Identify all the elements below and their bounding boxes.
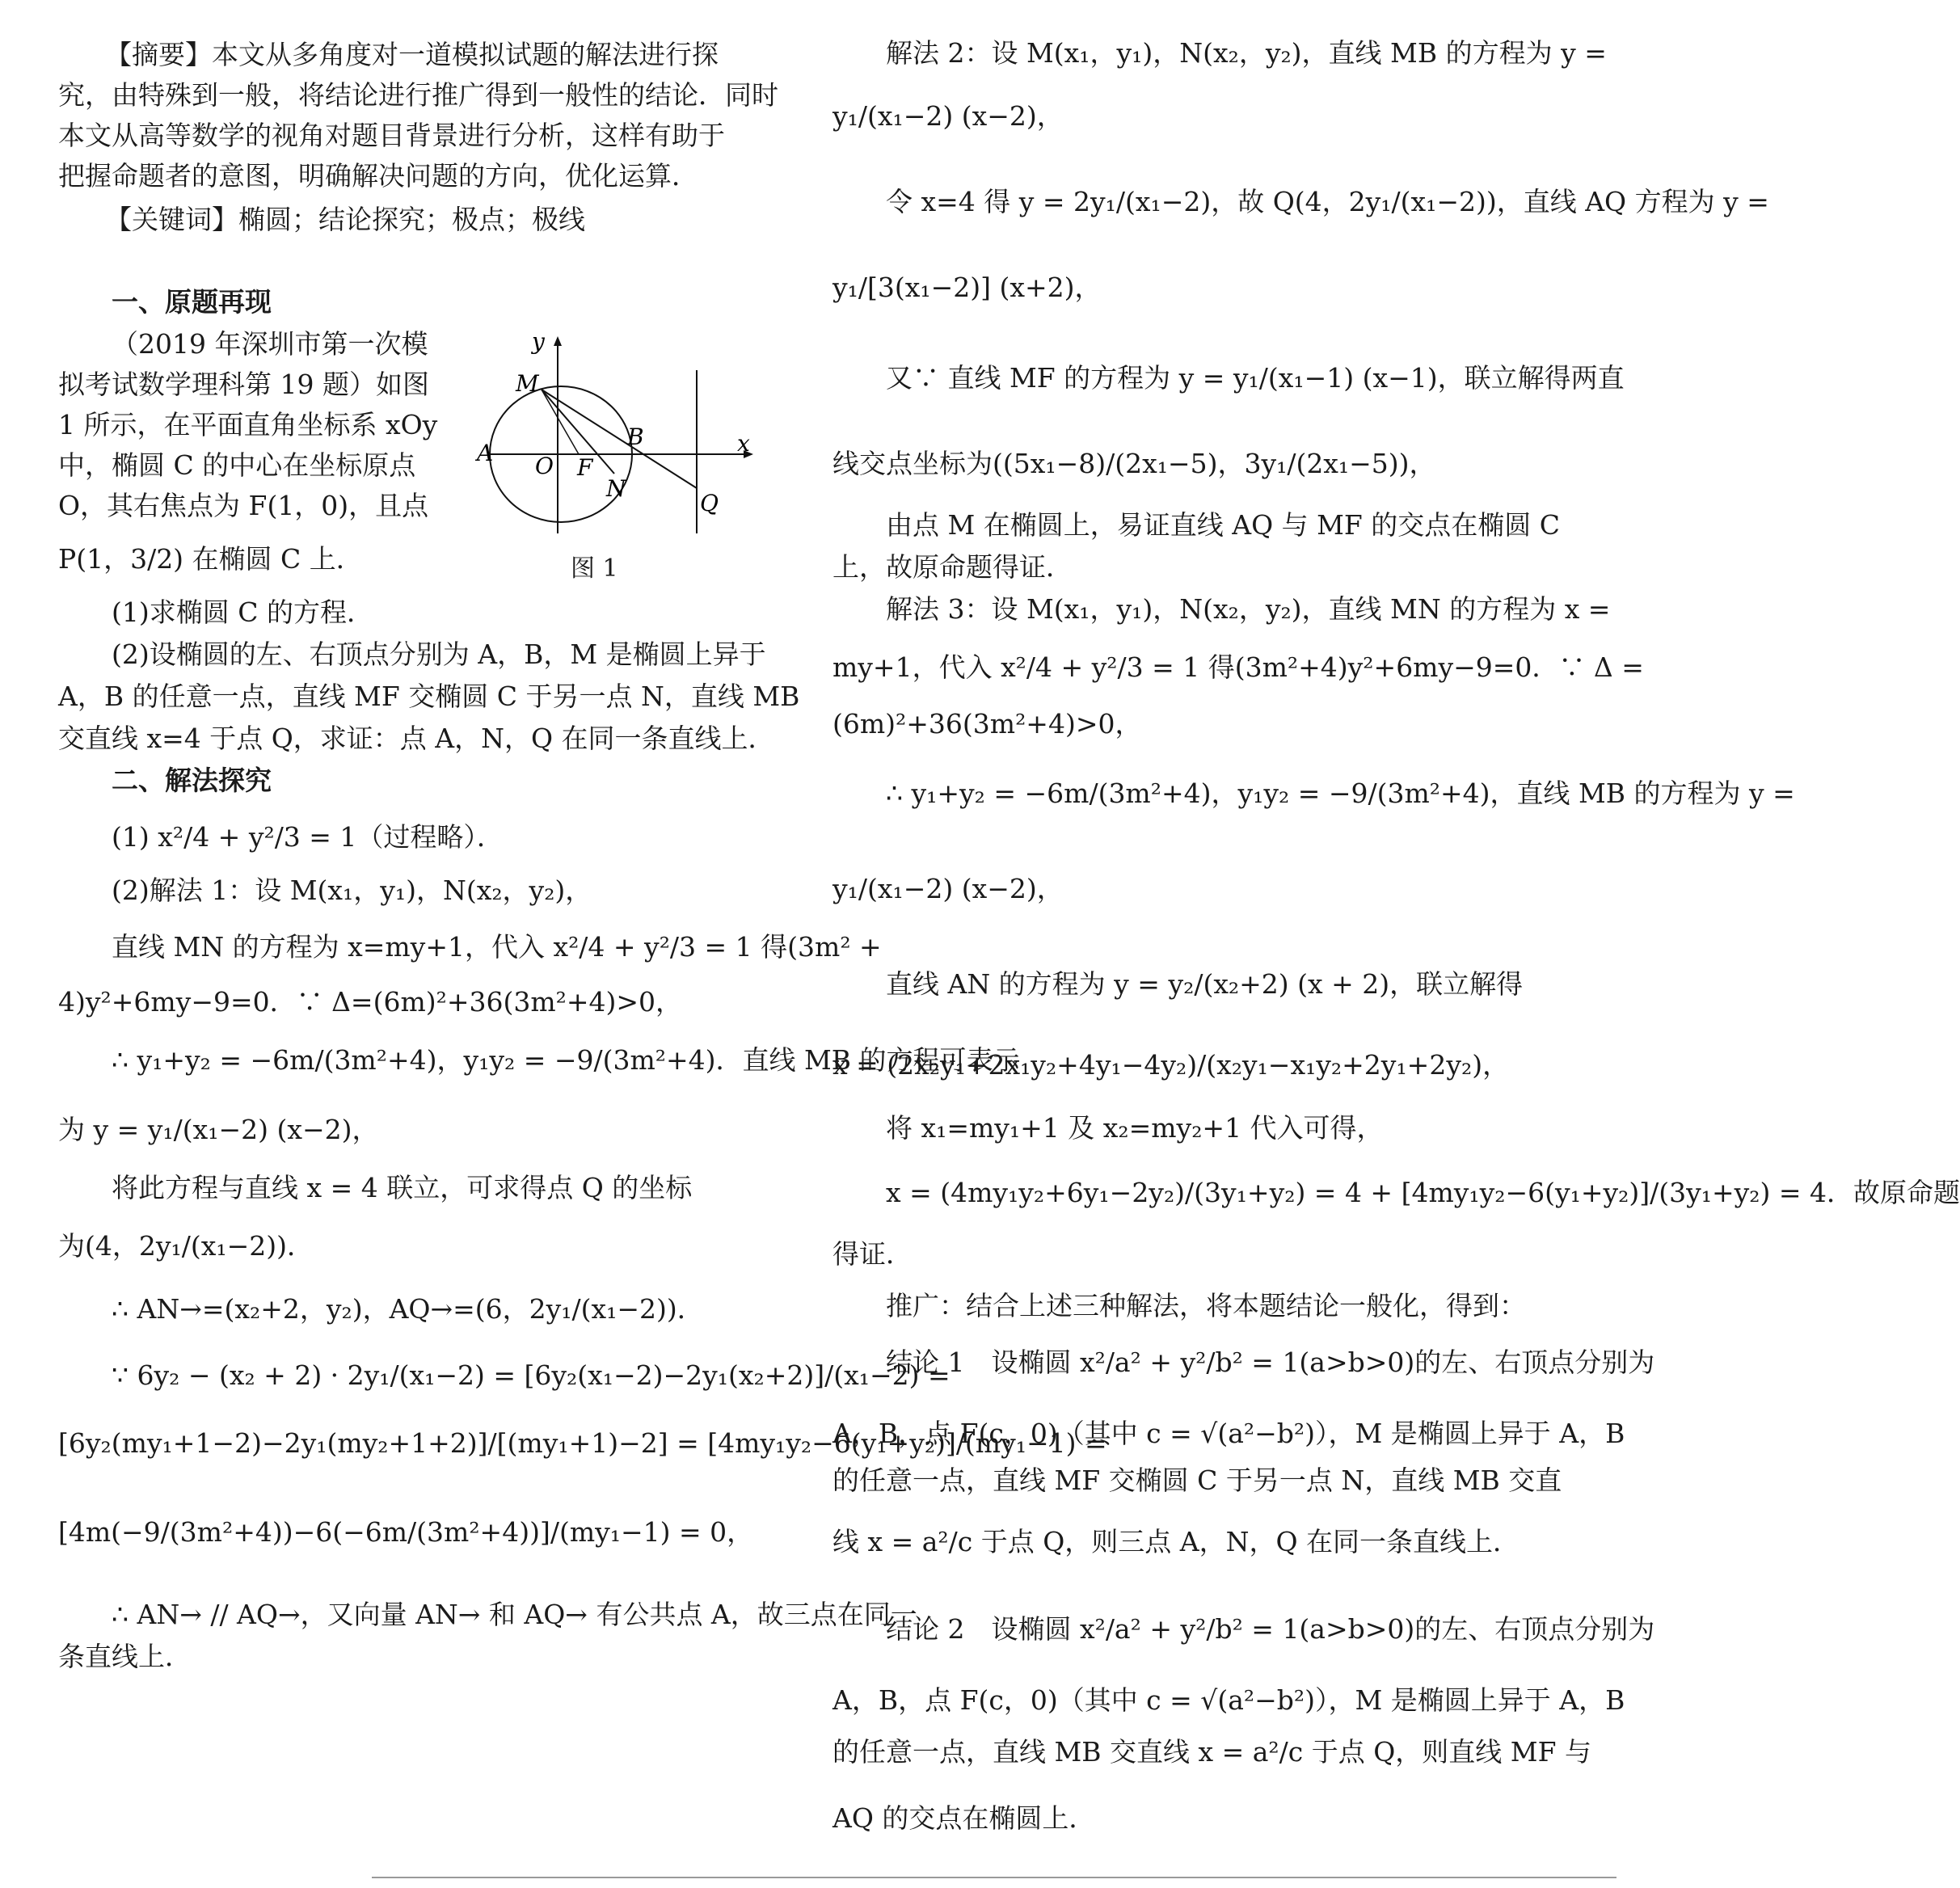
line-mq	[542, 390, 697, 488]
left-column-line: ∴ AN→ // AQ→，又向量 AN→ 和 AQ→ 有公共点 A，故三点在同一	[112, 1599, 917, 1630]
left-column-line: 为 y = y₁/(x₁−2) (x−2)，	[58, 1114, 379, 1145]
right-column-line: 直线 AN 的方程为 y = y₂/(x₂+2) (x + 2)，联立解得	[886, 968, 1524, 1000]
right-column-line: 的任意一点，直线 MF 交椭圆 C 于另一点 N，直线 MB 交直	[832, 1464, 1562, 1496]
left-column-line: O，其右焦点为 F(1，0)，且点	[58, 490, 429, 521]
left-column-line: 把握命题者的意图，明确解决问题的方向，优化运算．	[58, 160, 698, 192]
label-y: y	[532, 328, 545, 355]
right-column-line: 结论 1 设椭圆 x²/a² + y²/b² = 1(a>b>0)的左、右顶点分别为	[886, 1346, 1655, 1378]
right-column-line: 将 x₁=my₁+1 及 x₂=my₂+1 代入可得，	[886, 1112, 1384, 1144]
left-column-line: 本文从高等数学的视角对题目背景进行分析，这样有助于	[58, 120, 725, 151]
right-column-line: 线 x = a²/c 于点 Q，则三点 A，N，Q 在同一条直线上．	[832, 1526, 1520, 1557]
left-column-line: 4)y²+6my−9=0．∵ Δ=(6m)²+36(3m²+4)>0，	[58, 986, 683, 1018]
right-column-line: 解法 2：设 M(x₁，y₁)，N(x₂，y₂)，直线 MB 的方程为 y =	[886, 37, 1607, 69]
left-column-line: 1 所示，在平面直角坐标系 xOy	[58, 409, 438, 440]
left-column-line: P(1，3/2) 在椭圆 C 上．	[58, 543, 363, 575]
left-column-line: (2)设椭圆的左、右顶点分别为 A，B，M 是椭圆上异于	[112, 638, 766, 670]
label-o: O	[535, 453, 554, 479]
left-column-line: [4m(−9/(3m²+4))−6(−6m/(3m²+4))]/(my₁−1) = 0，	[58, 1516, 754, 1548]
right-column-line: 上，故原命题得证．	[832, 551, 1073, 583]
left-column-line: (1) x²/4 + y²/3 = 1（过程略）．	[112, 821, 504, 853]
y-axis-arrow	[554, 336, 562, 346]
label-n: N	[606, 475, 626, 502]
right-column-line: 由点 M 在椭圆上，易证直线 AQ 与 MF 的交点在椭圆 C	[886, 509, 1561, 541]
right-column-line: 结论 2 设椭圆 x²/a² + y²/b² = 1(a>b>0)的左、右顶点分别为	[886, 1613, 1655, 1645]
figure-caption: 图 1	[571, 554, 618, 583]
right-column-line: 推广：结合上述三种解法，将本题结论一般化，得到：	[886, 1290, 1526, 1321]
right-column-line: 又∵ 直线 MF 的方程为 y = y₁/(x₁−1) (x−1)，联立解得两直	[886, 362, 1625, 394]
right-column-line: y₁/(x₁−2) (x−2)，	[832, 100, 1064, 132]
left-column-line: 直线 MN 的方程为 x=my+1，代入 x²/4 + y²/3 = 1 得(3m² +	[112, 931, 882, 963]
left-column-line: (1)求椭圆 C 的方程．	[112, 596, 373, 628]
right-column-line: my+1，代入 x²/4 + y²/3 = 1 得(3m²+4)y²+6my−9=0．∵ Δ =	[832, 651, 1644, 683]
right-column-line: y₁/(x₁−2) (x−2)，	[832, 873, 1064, 904]
left-column-line: (2)解法 1：设 M(x₁，y₁)，N(x₂，y₂)，	[112, 874, 592, 906]
figure-1-ellipse-diagram	[477, 328, 768, 590]
right-column-line: A，B，点 F(c，0)（其中 c = √(a²−b²)），M 是椭圆上异于 A，B	[832, 1684, 1625, 1716]
bottom-rule	[372, 1877, 1616, 1878]
right-column-line: 令 x=4 得 y = 2y₁/(x₁−2)，故 Q(4，2y₁/(x₁−2))，直线 AQ 方程为 y =	[886, 186, 1769, 217]
right-column-line: AQ 的交点在椭圆上．	[832, 1802, 1096, 1834]
right-column-line: x = (2x₂y₁+2x₁y₂+4y₁−4y₂)/(x₂y₁−x₁y₂+2y₁+2y₂)，	[832, 1049, 1510, 1081]
left-column-line: 为(4，2y₁/(x₁−2))．	[58, 1230, 314, 1262]
right-column-line: 线交点坐标为((5x₁−8)/(2x₁−5)，3y₁/(2x₁−5))，	[832, 448, 1436, 479]
right-column-line: 的任意一点，直线 MB 交直线 x = a²/c 于点 Q，则直线 MF 与	[832, 1736, 1591, 1768]
left-column-line: ∴ AN→=(x₂+2，y₂)，AQ→=(6，2y₁/(x₁−2))．	[112, 1293, 704, 1325]
left-column-line: ∴ y₁+y₂ = −6m/(3m²+4)，y₁y₂ = −9/(3m²+4)．直线 MB 的方程可表示	[112, 1044, 1020, 1076]
right-column-line: y₁/[3(x₁−2)] (x+2)，	[832, 272, 1102, 303]
left-column-line: 二、解法探究	[112, 765, 272, 796]
left-column-line: 【摘要】本文从多角度对一道模拟试题的解法进行探	[105, 39, 719, 70]
left-column-line: 究，由特殊到一般，将结论进行推广得到一般性的结论．同时	[58, 79, 778, 111]
right-column-line: 得证．	[832, 1238, 913, 1270]
label-a: A	[477, 440, 494, 466]
label-m: M	[516, 370, 539, 397]
left-column-line: 一、原题再现	[112, 286, 272, 318]
line-mf	[542, 390, 579, 454]
right-column-line: 解法 3：设 M(x₁，y₁)，N(x₂，y₂)，直线 MN 的方程为 x =	[886, 593, 1611, 625]
left-column-line: 拟考试数学理科第 19 题）如图	[58, 369, 429, 400]
left-column-line: 中，椭圆 C 的中心在坐标原点	[58, 449, 416, 481]
right-column-line: x = (4my₁y₂+6y₁−2y₂)/(3y₁+y₂) = 4 + [4my₁y₂−6(y₁+y₂)]/(3y₁+y₂) = 4．故原命题	[886, 1177, 1960, 1208]
left-column-line: （2019 年深圳市第一次模	[112, 328, 428, 360]
left-column-line: 条直线上．	[58, 1641, 192, 1672]
label-x: x	[737, 430, 750, 457]
label-q: Q	[700, 490, 719, 516]
label-f: F	[577, 454, 593, 481]
left-column-line: [6y₂(my₁+1−2)−2y₁(my₂+1+2)]/[(my₁+1)−2] = [4my₁y₂−6(y₁+y₂)]/(my₁−1) =	[58, 1427, 1107, 1459]
left-column-line: 将此方程与直线 x = 4 联立，可求得点 Q 的坐标	[112, 1172, 693, 1203]
left-column-line: 交直线 x=4 于点 Q，求证：点 A，N，Q 在同一条直线上．	[58, 723, 775, 754]
right-column-line: (6m)²+36(3m²+4)>0，	[832, 708, 1142, 740]
right-column-line: ∴ y₁+y₂ = −6m/(3m²+4)，y₁y₂ = −9/(3m²+4)，直线 MB 的方程为 y =	[886, 778, 1795, 809]
left-column-line: ∵ 6y₂ − (x₂ + 2) · 2y₁/(x₁−2) = [6y₂(x₁−2)−2y₁(x₂+2)]/(x₁−2) =	[112, 1359, 950, 1391]
label-b: B	[627, 424, 644, 450]
left-column-line: 【关键词】椭圆；结论探究；极点；极线	[105, 204, 585, 235]
right-column-line: A，B，点 F(c，0)（其中 c = √(a²−b²)），M 是椭圆上异于 A，B	[832, 1418, 1625, 1449]
left-column-line: A，B 的任意一点，直线 MF 交椭圆 C 于另一点 N，直线 MB	[58, 681, 800, 712]
